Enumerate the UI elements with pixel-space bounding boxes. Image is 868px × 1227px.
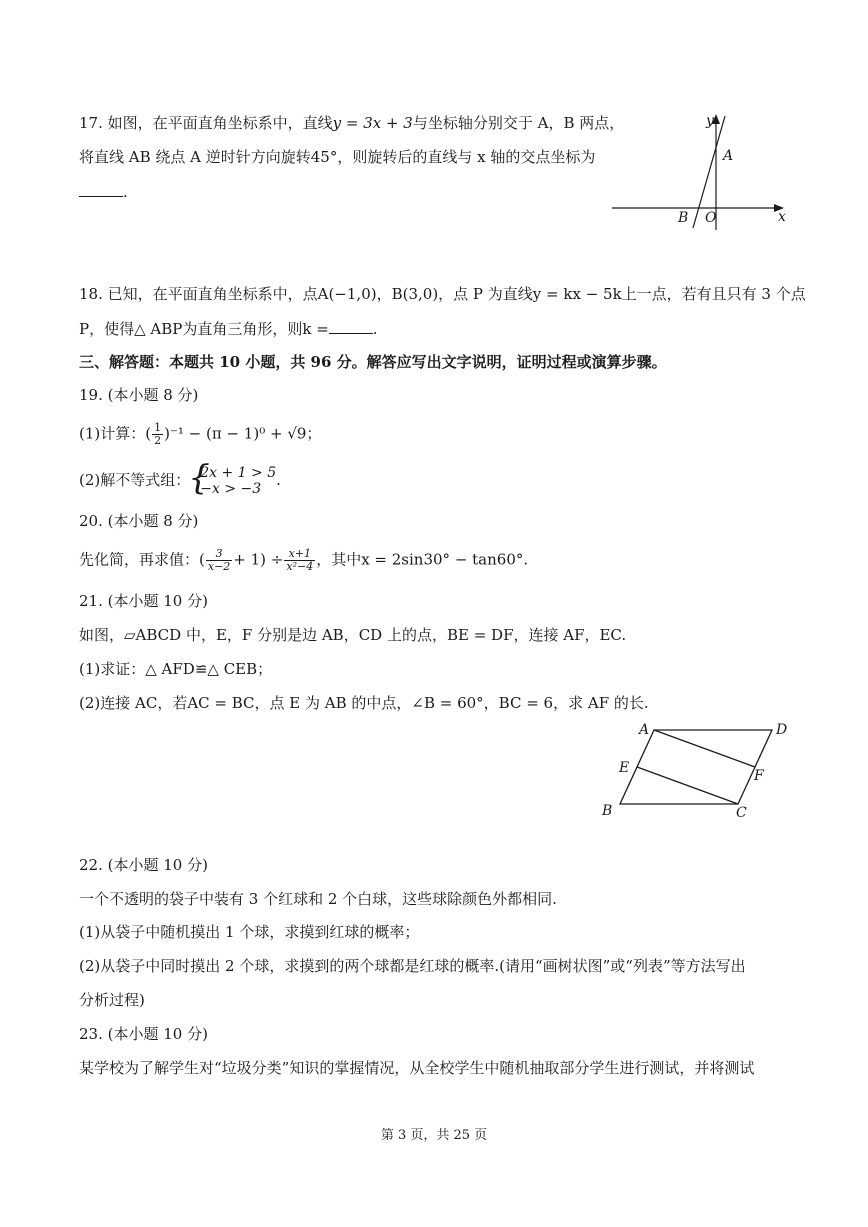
q18-period: . (372, 320, 378, 338)
q21-part1: (1)求证：△ AFD≌△ CEB； (79, 660, 273, 678)
label-o: O (705, 210, 717, 226)
q21-figure (596, 716, 796, 826)
q20-mid: + 1) ÷ (233, 550, 284, 569)
label-e: E (619, 760, 630, 776)
parallelogram-abcd (620, 730, 772, 804)
q17-line3 (79, 183, 128, 201)
label-a: A (723, 148, 734, 164)
q19-period: . (276, 471, 281, 490)
section-heading: 三、解答题：本题共 10 小题，共 96 分。解答应写出文字说明，证明过程或演算步骤。 (79, 353, 667, 371)
label-a: A (639, 722, 650, 738)
q17-text-a: 17. 如图，在平面直角坐标系中，直线 (79, 114, 333, 132)
q17-text-b: 与坐标轴分别交于 A，B 两点， (412, 114, 625, 132)
q19-part2 (79, 465, 281, 497)
q22-part2-cont: 分析过程) (79, 991, 145, 1009)
label-f: F (754, 768, 764, 784)
q18-text: P，使得△ ABP为直角三角形，则k = (79, 320, 329, 338)
label-c: C (736, 805, 747, 821)
q20-heading: 20. (本小题 8 分) (79, 512, 199, 530)
q22-heading: 22. (本小题 10 分) (79, 856, 208, 874)
q18-line1: 18. 已知，在平面直角坐标系中，点A(−1,0)，B(3,0)，点 P 为直线y = kx − 5k上一点，若有且只有 3 个点 (79, 285, 806, 303)
label-d: D (776, 722, 788, 738)
answer-blank (329, 321, 373, 334)
q23-heading: 23. (本小题 10 分) (79, 1025, 208, 1043)
q18-line2 (79, 320, 378, 338)
q17-line2: 将直线 AB 绕点 A 逆时针方向旋转45°，则旋转后的直线与 x 轴的交点坐标为 (79, 148, 596, 166)
x-label: x (778, 209, 786, 225)
answer-blank (79, 184, 123, 197)
q23-line1: 某学校为了解学生对“垃圾分类”知识的掌握情况，从全校学生中随机抽取部分学生进行测试，并将测试 (79, 1059, 755, 1077)
q22-part2: (2)从袋子中同时摸出 2 个球，求摸到的两个球都是红球的概率.(请用“画树状图”或“列表”等方法写出 (79, 957, 746, 975)
segment-ec (637, 767, 738, 804)
fraction: $\frac{1}{2}$ (154, 421, 162, 448)
q20-body (79, 548, 528, 573)
q20-post: ，其中x = 2sin30° − tan60°. (316, 550, 529, 569)
q17-line1 (79, 114, 624, 132)
q17-figure (606, 108, 796, 236)
fraction: $\frac{3}{x-2}$ (207, 547, 231, 574)
q19-part2-pre: (2)解不等式组： (79, 471, 191, 490)
q19-part1 (79, 422, 321, 447)
q20-pre: 先化简，再求值：( (79, 550, 205, 569)
segment-af (654, 730, 755, 767)
q19-part1-pre: (1)计算：( (79, 424, 152, 443)
q19-heading: 19. (本小题 8 分) (79, 386, 199, 404)
q21-line1: 如图，▱ABCD 中，E，F 分别是边 AB，CD 上的点，BE = DF，连接 AF，EC. (79, 626, 627, 644)
q21-heading: 21. (本小题 10 分) (79, 592, 208, 610)
q22-line1: 一个不透明的袋子中装有 3 个红球和 2 个白球，这些球除颜色外都相同. (79, 890, 557, 908)
y-label: y (706, 113, 714, 129)
q21-part2: (2)连接 AC，若AC = BC，点 E 为 AB 的中点，∠B = 60°，BC = 6，求 AF 的长. (79, 694, 649, 712)
label-b: B (602, 803, 613, 819)
page-footer: 第 3 页，共 25 页 (380, 1128, 488, 1143)
q17-equation: y = 3x + 3 (332, 114, 413, 132)
q19-part1-post: )⁻¹ − (π − 1)⁰ + √9； (164, 424, 322, 443)
fraction: $\frac{x+1}{\text{x²−4}}$ (286, 547, 314, 574)
q22-part1: (1)从袋子中随机摸出 1 个球，求摸到红球的概率； (79, 923, 420, 941)
inequality-system: { 2x + 1 > 5 −x > −3 (190, 465, 276, 497)
q17-period: . (123, 183, 128, 201)
label-b: B (678, 210, 689, 226)
